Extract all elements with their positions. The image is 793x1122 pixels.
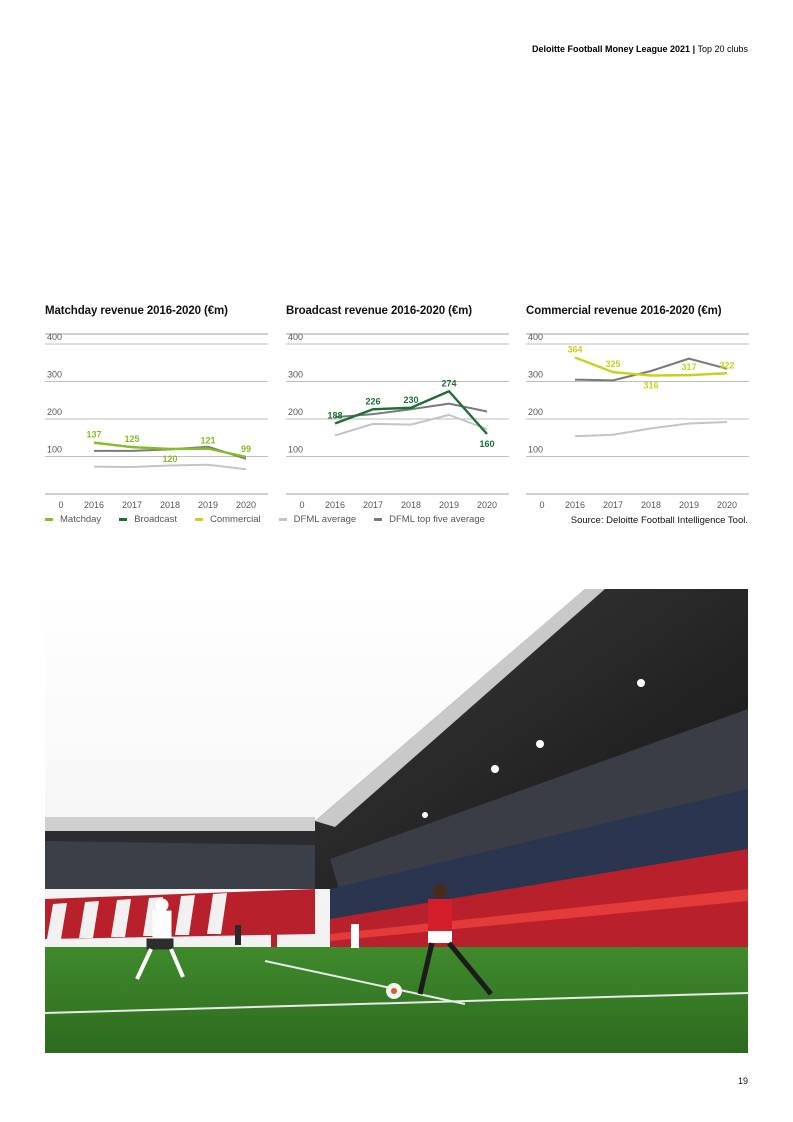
data-label: 121 [200, 435, 216, 446]
x-tick-label: 2016 [564, 500, 586, 510]
data-label: 137 [86, 429, 102, 440]
y-tick-label: 300 [528, 369, 544, 380]
data-label: 322 [719, 360, 735, 371]
series-line-top-five [575, 359, 727, 381]
y-tick-label: 300 [47, 369, 63, 380]
page-header [532, 44, 748, 54]
x-tick-label: 2019 [197, 500, 219, 510]
data-label: 230 [403, 394, 419, 405]
y-tick-label: 200 [288, 407, 304, 417]
x-tick-label: 2020 [476, 500, 498, 510]
data-label: 160 [479, 439, 495, 449]
y-tick-label: 300 [288, 369, 304, 380]
y-tick-label: 100 [47, 444, 63, 455]
stadium-photo [45, 589, 748, 1053]
legend-item-broadcast [119, 514, 177, 525]
zero-label: 0 [539, 500, 545, 510]
chart-legend [45, 514, 503, 525]
legend-item-matchday [45, 514, 101, 525]
x-tick-label: 2019 [438, 500, 460, 510]
page-number: 19 [737, 1076, 748, 1086]
legend-item-commercial [195, 514, 261, 525]
y-tick-label: 400 [528, 332, 544, 342]
series-line-commercial [575, 358, 727, 376]
legend-swatch [119, 518, 127, 521]
y-tick-label: 400 [47, 332, 63, 342]
data-label: 226 [365, 396, 381, 407]
legend-label: Commercial [209, 514, 261, 525]
matchday-chart-plot [45, 330, 268, 510]
section-name: Top 20 clubs [697, 44, 748, 54]
x-tick-label: 2019 [678, 500, 700, 510]
x-tick-label: 2018 [400, 500, 422, 510]
x-tick-label: 2018 [159, 500, 181, 510]
y-tick-label: 100 [288, 444, 304, 455]
data-label: 188 [327, 410, 343, 421]
zero-label: 0 [299, 500, 305, 510]
zero-label: 0 [58, 500, 64, 510]
x-tick-label: 2017 [602, 500, 624, 510]
legend-swatch [45, 518, 53, 521]
broadcast-chart-plot [286, 330, 509, 510]
y-tick-label: 400 [288, 332, 304, 342]
series-line-dfml-average [575, 422, 727, 436]
series-line-dfml-average [335, 415, 487, 436]
legend-swatch [279, 518, 287, 521]
legend-swatch [195, 518, 203, 521]
data-label: 274 [441, 378, 457, 389]
header-separator: | [692, 44, 696, 54]
data-label: 125 [124, 434, 140, 445]
legend-label: DFML top five average [389, 514, 485, 525]
x-tick-label: 2017 [362, 500, 384, 510]
legend-label: DFML average [293, 514, 357, 525]
x-tick-label: 2016 [324, 500, 346, 510]
commercial-chart-plot [526, 330, 749, 510]
data-label: 364 [567, 344, 583, 355]
y-tick-label: 200 [528, 407, 544, 417]
legend-item-dfml-average [279, 514, 356, 525]
legend-label: Broadcast [134, 514, 177, 525]
source-note: Source: Deloitte Football Intelligence Tool. [570, 515, 748, 526]
matchday-chart [45, 305, 268, 510]
y-tick-label: 100 [528, 444, 544, 455]
x-tick-label: 2017 [121, 500, 143, 510]
stadium-illustration [45, 589, 748, 1053]
report-title: Deloitte Football Money League 2021 [532, 44, 691, 54]
legend-swatch [374, 518, 382, 521]
y-tick-label: 200 [47, 407, 63, 417]
x-tick-label: 2016 [83, 500, 105, 510]
x-tick-label: 2020 [716, 500, 738, 510]
data-label: 316 [643, 380, 659, 391]
data-label: 325 [605, 359, 621, 370]
chart-title: Broadcast revenue 2016-2020 (€m) [286, 305, 473, 317]
data-label: 317 [681, 362, 697, 373]
broadcast-chart [286, 305, 509, 510]
x-tick-label: 2018 [640, 500, 662, 510]
chart-title: Matchday revenue 2016-2020 (€m) [45, 305, 228, 317]
chart-title: Commercial revenue 2016-2020 (€m) [526, 305, 722, 317]
data-label: 120 [162, 454, 178, 464]
series-line-dfml-average [94, 465, 246, 470]
x-tick-label: 2020 [235, 500, 257, 510]
commercial-chart [526, 305, 749, 510]
legend-item-top-five [374, 514, 485, 525]
legend-label: Matchday [60, 514, 102, 525]
data-label: 99 [240, 443, 252, 454]
